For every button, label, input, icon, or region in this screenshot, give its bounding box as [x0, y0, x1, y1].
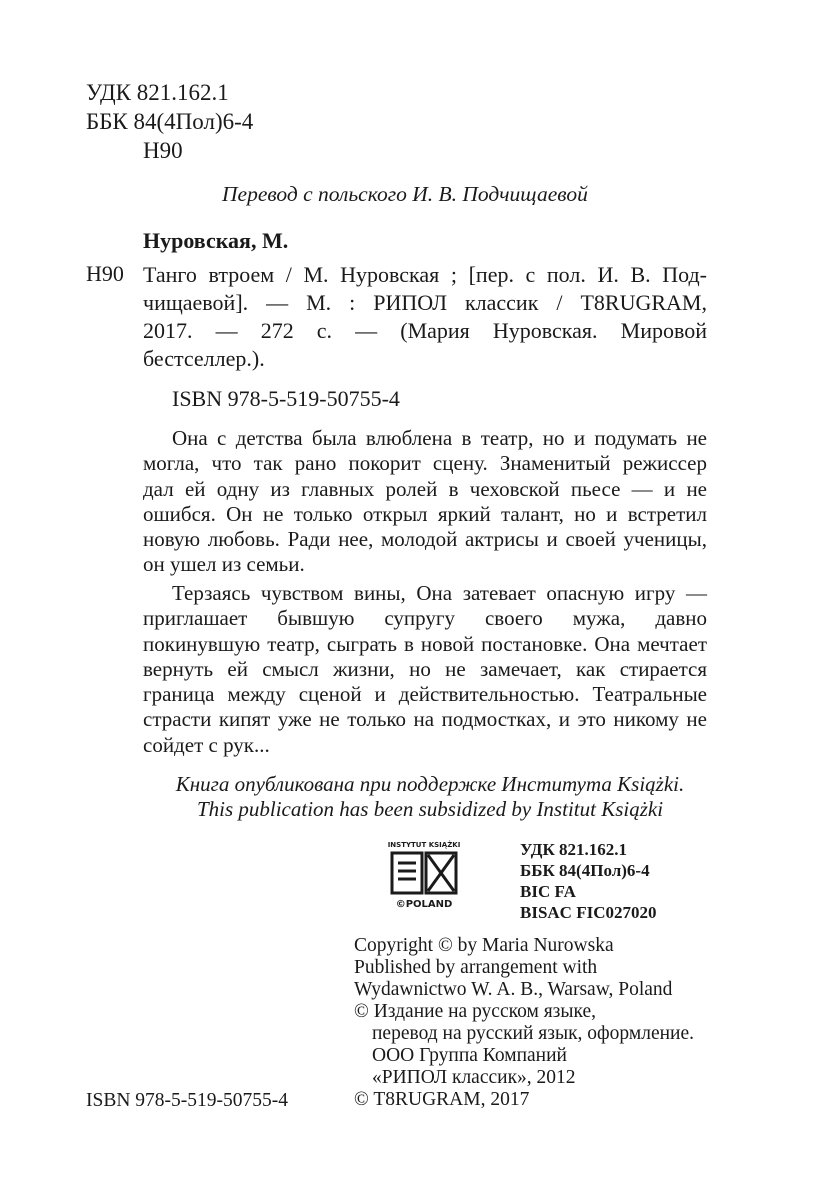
copyright-line: Copyright © by Maria Nurowska [354, 935, 614, 956]
annotation-line: могла, что так рано покорит сцену. Знаменитый режиссер [143, 451, 707, 476]
book-x-logo-icon [388, 839, 460, 911]
isbn-bottom: ISBN 978-5-519-50755-4 [86, 1090, 289, 1111]
copyright-line: Published by arrangement with [354, 957, 598, 978]
copyright-line: «РИПОЛ классик», 2012 [372, 1067, 576, 1088]
bib-line: 2017. — 272 с. — (Мария Нуровская. Мировой [143, 318, 707, 343]
classification-codes-bottom [520, 839, 657, 923]
translation-note: Перевод с польского И. В. Подчищаевой [222, 182, 588, 206]
udk-code-bottom: УДК 821.162.1 [520, 840, 628, 859]
annotation-line: дал ей одну из главных ролей в чеховской пьесе — и не [143, 476, 707, 501]
bib-author-mark: Н90 [86, 261, 124, 286]
annotation-line: Терзаясь чувством вины, Она затевает опасную игру — [172, 581, 707, 605]
publication-support-note [150, 772, 710, 822]
annotation-line: приглашает бывшую супругу своего мужа, давно [143, 606, 707, 631]
copyright-line: © T8RUGRAM, 2017 [354, 1089, 530, 1110]
copyright-block [354, 935, 694, 1111]
classification-codes-top [86, 78, 253, 165]
annotation-paragraph-1 [143, 426, 707, 578]
annotation-line: сойдет с рук... [143, 732, 270, 757]
annotation-line: вернуть ей смысл жизни, но не замечает, как стирается [143, 656, 707, 681]
isbn-main: ISBN 978-5-519-50755-4 [172, 386, 400, 411]
copyright-line: Wydawnictwo W. A. B., Warsaw, Poland [354, 979, 673, 1000]
bic-code: BIC FA [520, 882, 576, 901]
bib-line: бестселлер.). [143, 346, 265, 371]
copyright-line: перевод на русский язык, оформление. [372, 1023, 695, 1044]
author-heading: Нуровская, М. [143, 228, 289, 253]
copyright-line: ООО Группа Компаний [372, 1045, 567, 1066]
bisac-code: BISAC FIC027020 [520, 903, 657, 922]
bib-line: Танго втроем / М. Нуровская ; [пер. с пол. И. В. Под- [143, 262, 707, 287]
support-line-ru: Книга опубликована при поддержке Института Książki. [175, 772, 685, 796]
bibliographic-description [143, 261, 707, 373]
instytut-ksiazki-logo [388, 839, 460, 911]
copyright-line: © Издание на русском языке, [354, 1001, 596, 1022]
support-line-en: This publication has been subsidized by Institut Książki [196, 797, 664, 821]
annotation-paragraph-2 [143, 581, 707, 758]
annotation-line: страсти кипят уже не только на подмостках, и это никому не [143, 707, 707, 732]
annotation-line: ошибся. Он не только открыл яркий талант, но и встретил [143, 501, 707, 526]
annotation-line: новую любовь. Ради нее, молодой актрисы и своей ученицы, [143, 527, 707, 552]
bbk-code-bottom: ББК 84(4Пол)6-4 [520, 861, 650, 880]
logo-top-text: INSTYTUT KSIĄŻKI [388, 841, 460, 849]
annotation-line: граница между сценой и действительностью. Театральные [143, 682, 707, 707]
author-mark: Н90 [143, 138, 183, 163]
bib-line: чищаевой]. — М. : РИПОЛ классик / T8RUGRAM, [143, 290, 707, 315]
annotation-line: Она с детства была влюблена в театр, но и подумать не [172, 426, 707, 450]
annotation-line: он ушел из семьи. [143, 552, 305, 577]
annotation-line: покинувшую театр, сыграть в новой постановке. Она мечтает [143, 631, 707, 656]
udk-code: УДК 821.162.1 [86, 80, 229, 105]
bbk-code: ББК 84(4Пол)6-4 [86, 109, 254, 134]
logo-bottom-text: ©POLAND [395, 899, 453, 910]
